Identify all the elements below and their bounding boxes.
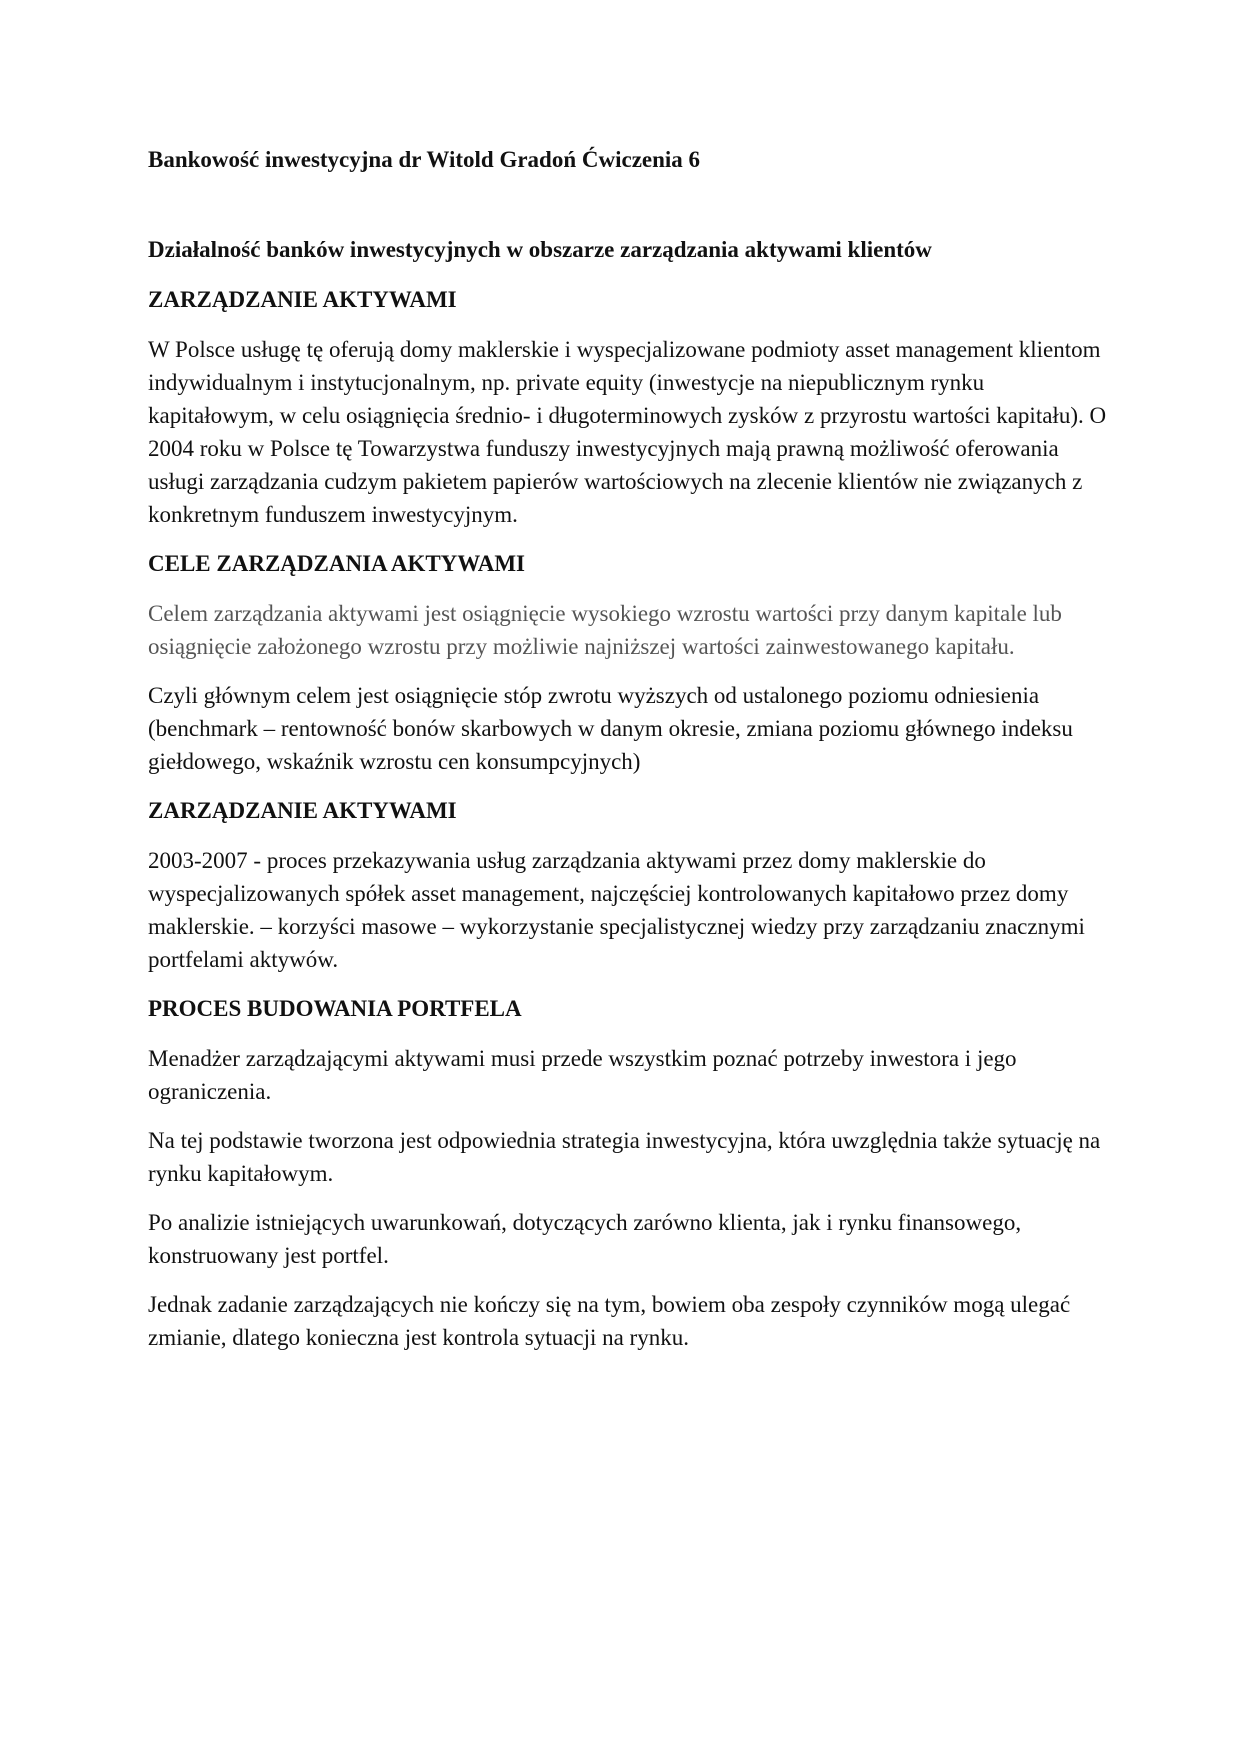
document-subtitle: Działalność banków inwestycyjnych w obszarze zarządzania aktywami klientów xyxy=(148,237,932,262)
section-asset-management xyxy=(148,283,1108,531)
section-asset-management-history xyxy=(148,794,1108,976)
paragraph: Menadżer zarządzającymi aktywami musi przede wszystkim poznać potrzeby inwestora i jego ograniczenia. xyxy=(148,1046,1017,1104)
document-title: Bankowość inwestycyjna dr Witold Gradoń Ćwiczenia 6 xyxy=(148,147,701,172)
paragraph: 2003-2007 - proces przekazywania usług zarządzania aktywami przez domy maklerskie do wyspecjalizowanych spółek asset management, najczęściej kontrolowanych kapitałowo przez domy maklerskie. – korzyści masowe – wykorzystanie specjalistycznej wiedzy przy zarządzaniu znacznymi portfelami aktywów. xyxy=(148,848,1085,972)
paragraph: Celem zarządzania aktywami jest osiągnięcie wysokiego wzrostu wartości przy danym kapitale lub osiągnięcie założonego wzrostu przy możliwie najniższej wartości zainwestowanego kapitału. xyxy=(148,601,1062,659)
paragraph: W Polsce usługę tę oferują domy maklerskie i wyspecjalizowane podmioty asset management klientom indywidualnym i instytucjonalnym, np. private equity (inwestycje na niepublicznym rynku kapitałowym, w celu osiągnięcia średnio- i długoterminowych zysków z przyrostu wartości kapitału). O 2004 roku w Polsce tę Towarzystwa funduszy inwestycyjnych mają prawną możliwość oferowania usługi zarządzania cudzym pakietem papierów wartościowych na zlecenie klientów nie związanych z konkretnym funduszem inwestycyjnym. xyxy=(148,337,1107,527)
section-goals xyxy=(148,547,1108,778)
paragraph: Czyli głównym celem jest osiągnięcie stóp zwrotu wyższych od ustalonego poziomu odniesienia (benchmark – rentowność bonów skarbowych w danym okresie, zmiana poziomu głównego indeksu giełdowego, wskaźnik wzrostu cen konsumpcyjnych) xyxy=(148,683,1073,774)
section-portfolio-building xyxy=(148,992,1108,1354)
section-heading: ZARZĄDZANIE AKTYWAMI xyxy=(148,287,457,312)
paragraph: Po analizie istniejących uwarunkowań, dotyczących zarówno klienta, jak i rynku finansowego, konstruowany jest portfel. xyxy=(148,1210,1022,1268)
paragraph: Na tej podstawie tworzona jest odpowiednia strategia inwestycyjna, która uwzględnia także sytuację na rynku kapitałowym. xyxy=(148,1128,1101,1186)
section-heading: ZARZĄDZANIE AKTYWAMI xyxy=(148,798,457,823)
section-heading: PROCES BUDOWANIA PORTFELA xyxy=(148,996,522,1021)
document-page xyxy=(148,143,1108,1370)
section-heading: CELE ZARZĄDZANIA AKTYWAMI xyxy=(148,551,526,576)
paragraph: Jednak zadanie zarządzających nie kończy się na tym, bowiem oba zespoły czynników mogą ulegać zmianie, dlatego konieczna jest kontrola sytuacji na rynku. xyxy=(148,1292,1071,1350)
